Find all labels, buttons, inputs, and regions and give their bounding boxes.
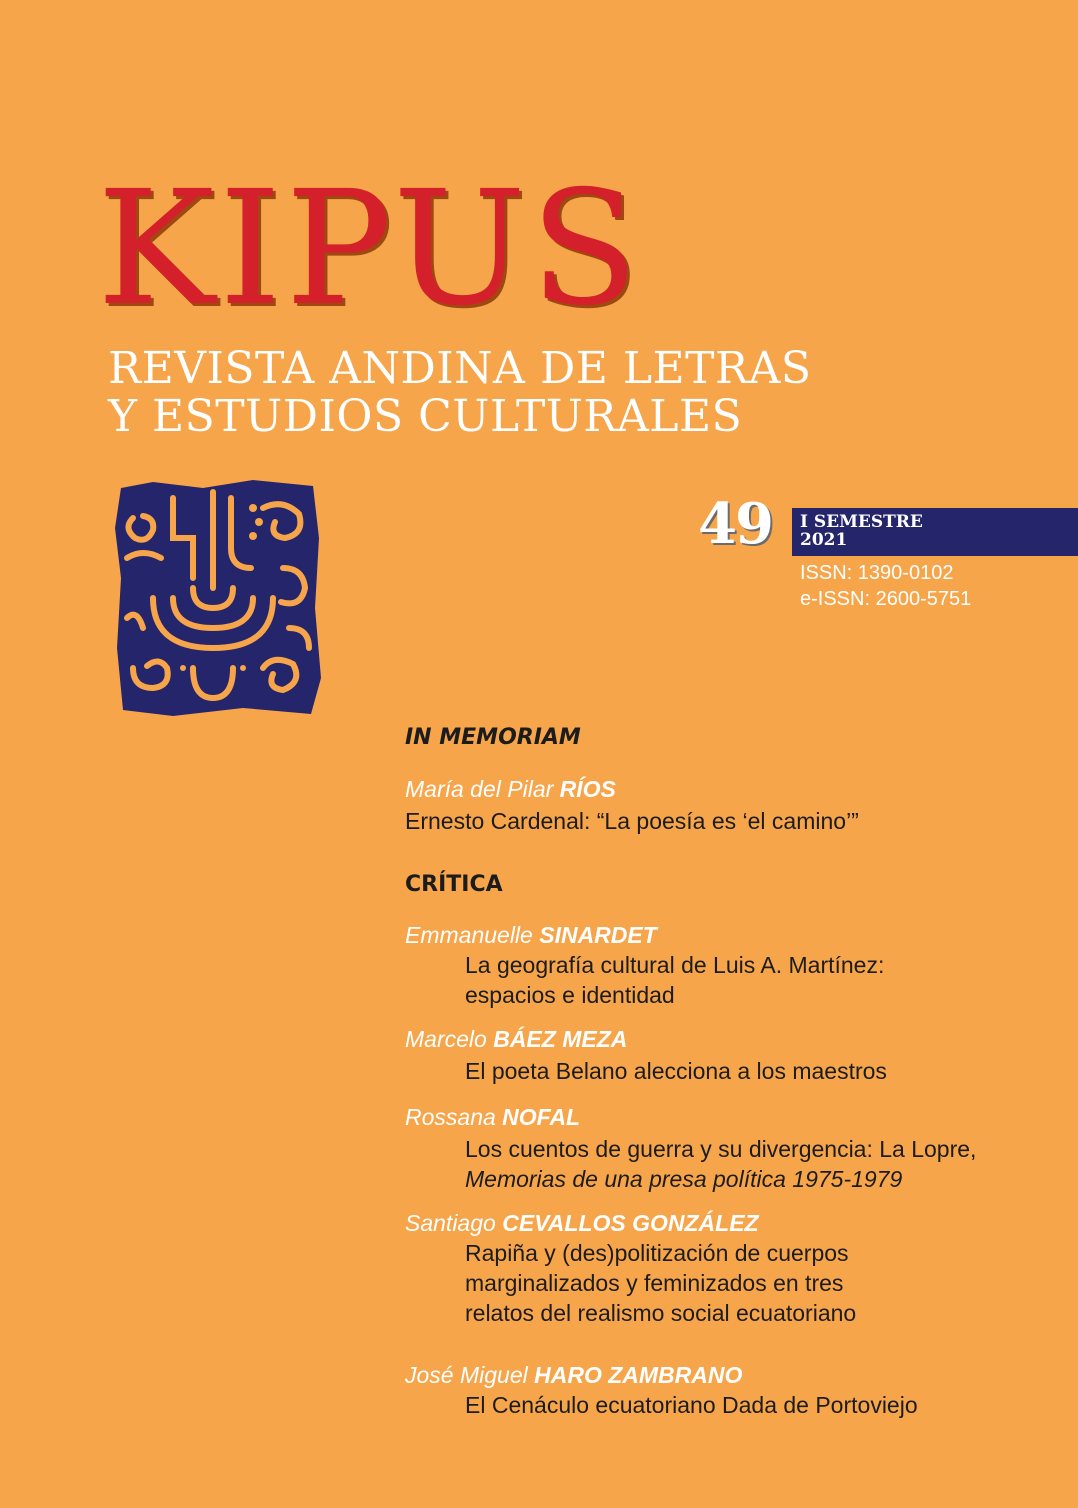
toc-title (465, 1134, 976, 1194)
section-heading-critica: CRÍTICA (405, 872, 503, 897)
title-line: La geografía cultural de Luis A. Martínez: (465, 952, 885, 978)
author-first: Marcelo (405, 1026, 487, 1052)
toc-author (405, 1362, 742, 1389)
author-last: NOFAL (502, 1104, 581, 1130)
issn-electronic: e-ISSN: 2600-5751 (800, 588, 972, 610)
author-last: SINARDET (539, 922, 657, 948)
toc-author (405, 1026, 627, 1053)
title-line: El Cenáculo ecuatoriano Dada de Portoviejo (465, 1392, 918, 1418)
andean-glyph-logo (113, 478, 323, 718)
issn-print: ISSN: 1390-0102 (800, 562, 954, 584)
issue-semester (800, 513, 923, 549)
toc-title (465, 1390, 918, 1420)
author-first: Rossana (405, 1104, 496, 1130)
author-last: RÍOS (559, 776, 616, 802)
issue-semester-bar (792, 508, 1078, 556)
title-line: relatos del realismo social ecuatoriano (465, 1300, 857, 1326)
author-first: María del Pilar (405, 776, 554, 802)
title-line: El poeta Belano alecciona a los maestros (465, 1058, 887, 1084)
issue-number: 49 (698, 491, 772, 557)
author-first: Emmanuelle (405, 922, 533, 948)
section-heading-in-memoriam: IN MEMORIAM (405, 725, 581, 750)
author-last: BÁEZ MEZA (493, 1026, 628, 1052)
toc-author (405, 1104, 580, 1131)
issue-year: 2021 (800, 530, 848, 550)
title-line: Rapiña y (des)politización de cuerpos (465, 1240, 849, 1266)
title-line: Ernesto Cardenal: “La poesía es ‘el camino’” (405, 808, 859, 834)
title-line: Memorias de una presa política 1975-1979 (465, 1166, 903, 1192)
toc-title (405, 806, 859, 836)
author-first: Santiago (405, 1210, 496, 1236)
journal-subtitle (108, 345, 812, 441)
author-last: HARO ZAMBRANO (534, 1362, 743, 1388)
toc-author (405, 1210, 759, 1237)
author-last: CEVALLOS GONZÁLEZ (502, 1210, 759, 1236)
toc-author (405, 776, 616, 803)
title-line: espacios e identidad (465, 982, 675, 1008)
subtitle-line-1: REVISTA ANDINA DE LETRAS (108, 343, 812, 394)
toc-title (465, 1238, 856, 1328)
subtitle-line-2: Y ESTUDIOS CULTURALES (108, 391, 743, 442)
author-first: José Miguel (405, 1362, 528, 1388)
title-line: marginalizados y feminizados en tres (465, 1270, 844, 1296)
toc-author (405, 922, 657, 949)
toc-title (465, 950, 884, 1010)
semester-label: I SEMESTRE (800, 512, 923, 532)
toc-title (465, 1056, 887, 1086)
title-line: Los cuentos de guerra y su divergencia: La Lopre, (465, 1136, 977, 1162)
journal-title: KIPUS (97, 157, 643, 341)
issn-block (800, 560, 971, 612)
